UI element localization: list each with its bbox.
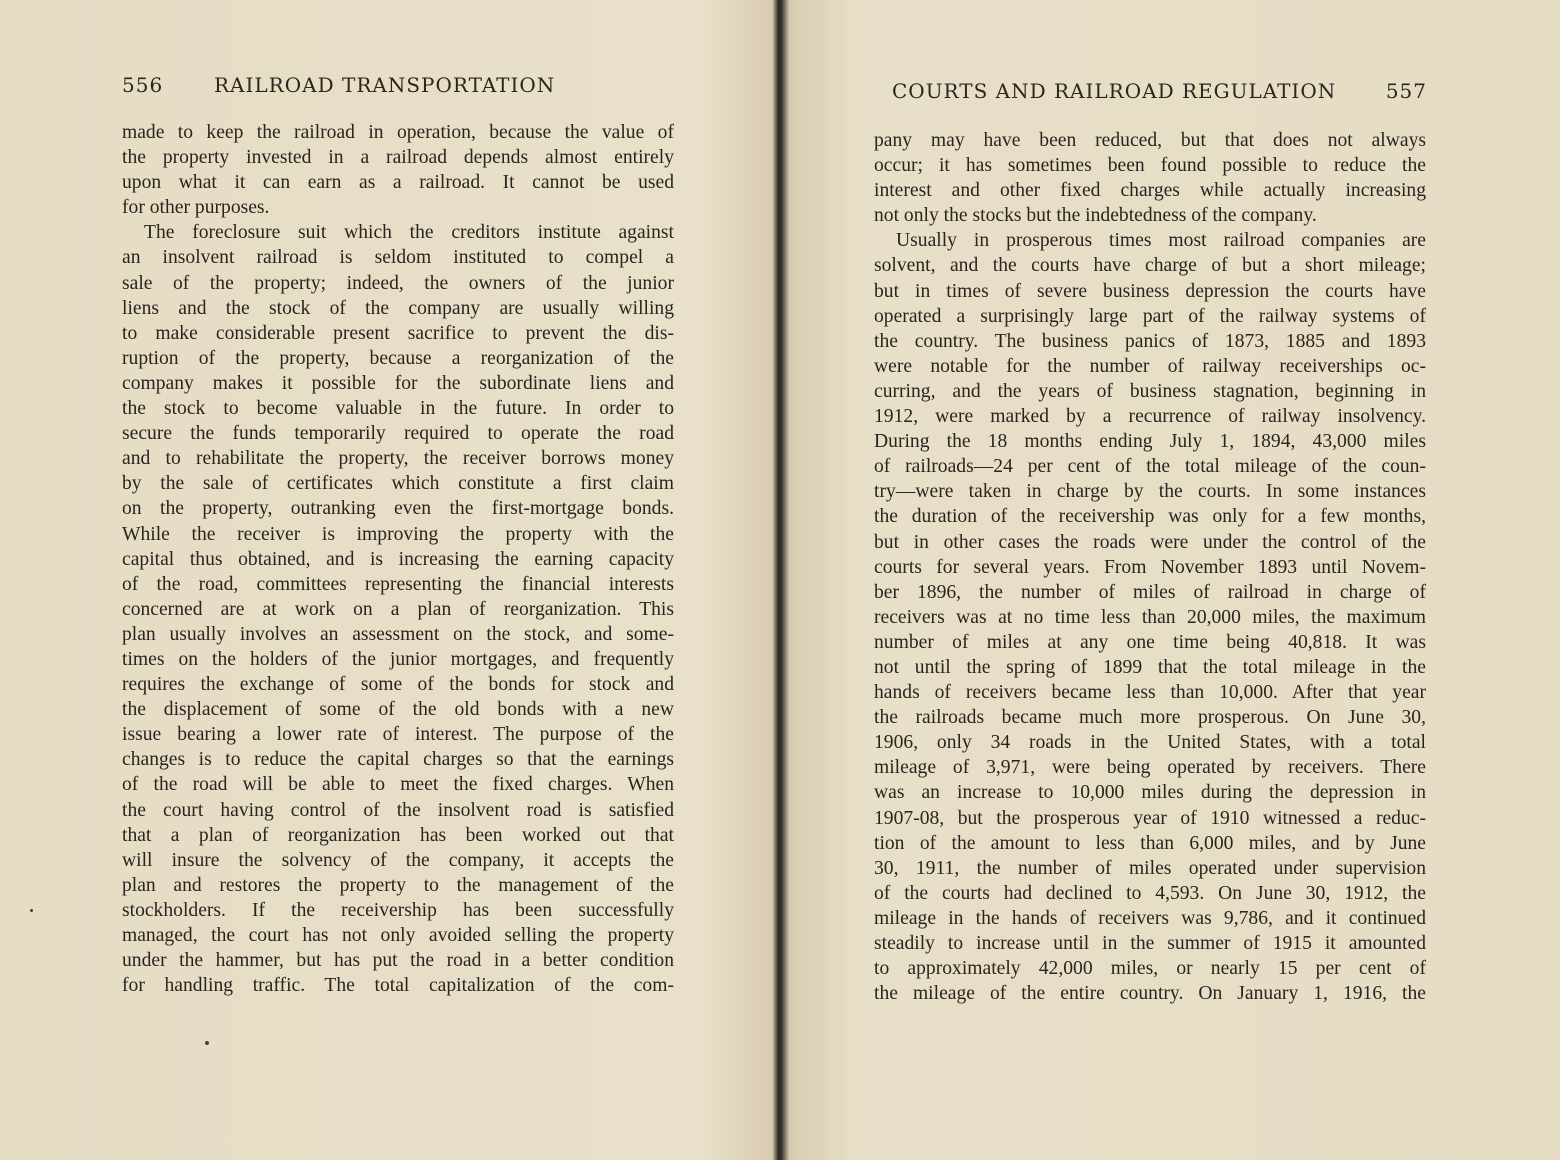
text-line: courts for several years. From November 1893 until Novem- <box>874 556 1426 578</box>
text-line: try—were taken in charge by the courts. In some instances <box>874 481 1426 503</box>
text-line: number of miles at any one time being 40,818. It was <box>874 631 1426 653</box>
text-line: to make considerable present sacrifice to prevent the dis- <box>122 322 674 344</box>
text-line: requires the exchange of some of the bonds for stock and <box>122 674 674 696</box>
text-line: that a plan of reorganization has been worked out that <box>122 824 674 846</box>
right-running-head <box>892 79 1427 103</box>
text-line: the railroads became much more prosperous. On June 30, <box>874 707 1426 729</box>
text-line: of the courts had declined to 4,593. On June 30, 1912, the <box>874 882 1426 904</box>
text-line: secure the funds temporarily required to operate the road <box>122 423 674 445</box>
text-line: sale of the property; indeed, the owners of the junior <box>122 272 674 294</box>
text-line: not only the stocks but the indebtedness of the company. <box>874 205 1317 227</box>
text-line: occur; it has sometimes been found possible to reduce the <box>874 155 1426 177</box>
text-line: solvent, and the courts have charge of but a short mileage; <box>874 255 1426 277</box>
text-line: of the road will be able to meet the fixed charges. When <box>122 774 674 796</box>
text-line: the country. The business panics of 1873, 1885 and 1893 <box>874 330 1426 352</box>
text-line: plan usually involves an assessment on the stock, and some- <box>122 623 674 645</box>
text-line: not until the spring of 1899 that the total mileage in the <box>874 656 1426 678</box>
text-line: to approximately 42,000 miles, or nearly 15 per cent of <box>874 958 1426 980</box>
right-page-number: 557 <box>1385 79 1427 103</box>
text-line: receivers was at no time less than 20,000 miles, the maximum <box>874 606 1426 628</box>
text-line: 30, 1911, the number of miles operated under supervision <box>874 857 1426 879</box>
text-line: ruption of the property, because a reorganization of the <box>122 347 674 369</box>
text-line: for handling traffic. The total capitalization of the com- <box>122 975 674 997</box>
text-line: The foreclosure suit which the creditors institute against <box>144 222 674 244</box>
right-running-title: COURTS AND RAILROAD REGULATION <box>892 79 1337 103</box>
text-line: was an increase to 10,000 miles during the depression in <box>874 782 1426 804</box>
text-line: upon what it can earn as a railroad. It cannot be used <box>122 172 674 194</box>
text-line: company makes it possible for the subordinate liens and <box>122 372 674 394</box>
left-body-text <box>122 120 674 998</box>
text-line: steadily to increase until in the summer of 1915 it amounted <box>874 933 1426 954</box>
text-line: plan and restores the property to the management of the <box>122 874 674 896</box>
text-line: the court having control of the insolvent road is satisfied <box>122 799 674 821</box>
text-line: made to keep the railroad in operation, because the value of <box>122 122 674 143</box>
text-line: pany may have been reduced, but that does not always <box>874 130 1426 151</box>
right-page <box>782 0 1560 1160</box>
right-body-text <box>874 128 1426 1006</box>
paper-speck <box>205 1041 209 1045</box>
text-line: times on the holders of the junior mortgages, and frequently <box>122 648 674 670</box>
text-line: will insure the solvency of the company, it accepts the <box>122 849 674 871</box>
text-line: an insolvent railroad is seldom instituted to compel a <box>122 247 674 269</box>
text-line: by the sale of certificates which constitute a first claim <box>122 473 674 495</box>
text-line: on the property, outranking even the first-mortgage bonds. <box>122 498 674 520</box>
text-line: issue bearing a lower rate of interest. The purpose of the <box>122 724 674 746</box>
left-page <box>0 0 778 1160</box>
text-line: During the 18 months ending July 1, 1894, 43,000 miles <box>874 431 1426 453</box>
text-line: 1912, were marked by a recurrence of railway insolvency. <box>874 406 1426 428</box>
text-line: While the receiver is improving the property with the <box>122 523 674 545</box>
text-line: curring, and the years of business stagnation, beginning in <box>874 380 1426 402</box>
text-line: but in times of severe business depression the courts have <box>874 280 1426 302</box>
text-line: 1907-08, but the prosperous year of 1910 witnessed a reduc- <box>874 807 1426 829</box>
text-line: the displacement of some of the old bonds with a new <box>122 699 674 721</box>
text-line: concerned are at work on a plan of reorganization. This <box>122 598 674 620</box>
text-line: ber 1896, the number of miles of railroad in charge of <box>874 581 1426 603</box>
text-line: for other purposes. <box>122 197 270 219</box>
text-line: capital thus obtained, and is increasing the earning capacity <box>122 548 674 570</box>
left-page-number: 556 <box>122 73 164 97</box>
text-line: but in other cases the roads were under the control of the <box>874 531 1426 553</box>
text-line: of railroads—24 per cent of the total mileage of the coun- <box>874 456 1426 478</box>
text-line: Usually in prosperous times most railroad companies are <box>896 230 1426 252</box>
text-line: changes is to reduce the capital charges so that the earnings <box>122 749 674 771</box>
text-line: tion of the amount to less than 6,000 miles, and by June <box>874 832 1426 854</box>
left-running-title: RAILROAD TRANSPORTATION <box>214 73 556 97</box>
text-line: and to rehabilitate the property, the receiver borrows money <box>122 448 674 470</box>
text-line: the stock to become valuable in the future. In order to <box>122 398 674 420</box>
text-line: liens and the stock of the company are usually willing <box>122 297 674 319</box>
text-line: managed, the court has not only avoided selling the property <box>122 925 674 946</box>
text-line: the property invested in a railroad depends almost entirely <box>122 147 674 169</box>
text-line: operated a surprisingly large part of the railway systems of <box>874 305 1426 327</box>
text-line: were notable for the number of railway receiverships oc- <box>874 355 1426 377</box>
text-line: stockholders. If the receivership has been successfully <box>122 899 674 921</box>
text-line: under the hammer, but has put the road in a better condition <box>122 950 674 972</box>
text-line: mileage of 3,971, were being operated by receivers. There <box>874 757 1426 779</box>
text-line: 1906, only 34 roads in the United States, with a total <box>874 732 1426 754</box>
text-line: of the road, committees representing the financial interests <box>122 573 674 595</box>
left-running-head <box>122 73 576 97</box>
text-line: the duration of the receivership was only for a few months, <box>874 506 1426 528</box>
text-line: mileage in the hands of receivers was 9,786, and it continued <box>874 907 1426 929</box>
text-line: the mileage of the entire country. On January 1, 1916, the <box>874 983 1426 1005</box>
text-line: hands of receivers became less than 10,000. After that year <box>874 682 1426 704</box>
text-line: interest and other fixed charges while actually increasing <box>874 180 1426 202</box>
paper-speck <box>30 909 33 912</box>
